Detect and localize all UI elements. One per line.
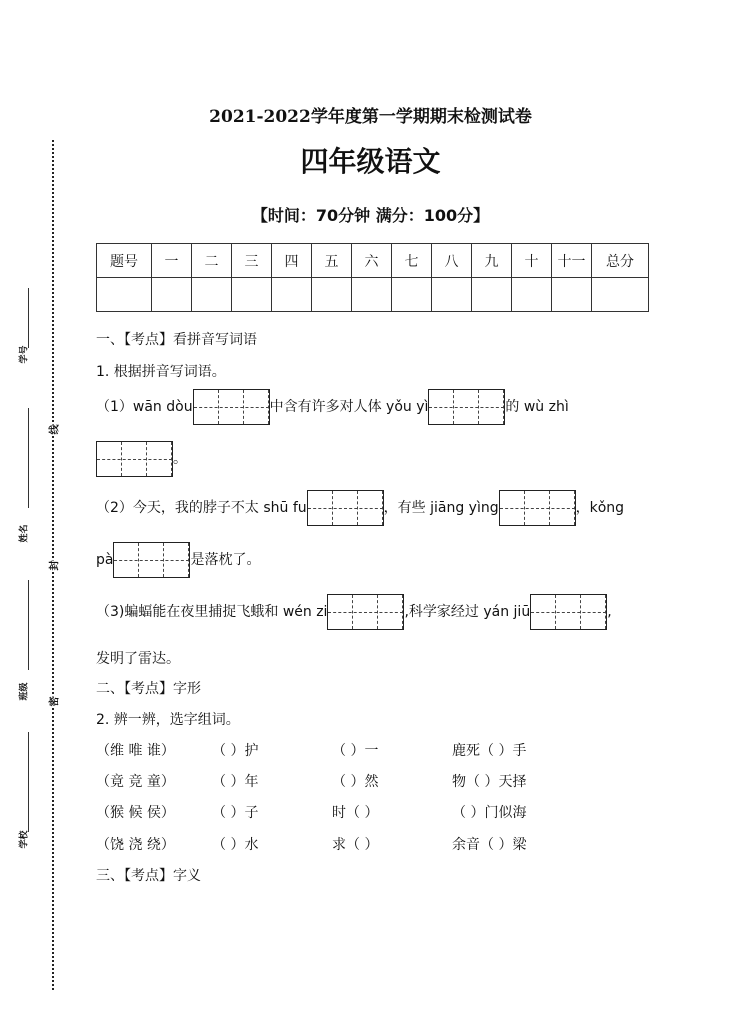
score-cell[interactable] [592,278,649,312]
score-header-cell: 七 [392,244,432,278]
student-id-line [28,288,29,348]
name-label: 姓名 [19,524,30,543]
score-cell[interactable] [352,278,392,312]
q2-text-a: （2）今天，我的脖子不太 shū fu [96,500,307,516]
school-line [28,732,29,832]
fill-blank[interactable]: （ ）年 [212,774,259,790]
binding-mark-seal: 封 [46,561,61,571]
word-choice-row [96,802,526,822]
score-cell[interactable] [432,278,472,312]
score-header-cell: 九 [472,244,512,278]
q2-line [96,490,624,526]
tianzige-grid[interactable] [307,490,384,526]
tianzige-grid[interactable] [499,490,576,526]
binding-mark-secret: 密 [46,697,61,707]
q3-text-c: , [607,604,612,620]
q1-line-2 [96,441,187,477]
q2-text-c: ，kǒng [575,500,625,516]
tianzige-grid[interactable] [327,594,404,630]
score-cell[interactable] [312,278,352,312]
q2-line-2 [96,542,260,578]
tianzige-grid[interactable] [193,389,270,425]
score-header-cell: 三 [232,244,272,278]
score-header-cell: 题号 [97,244,152,278]
section3-heading: 三、【考点】字义 [96,868,201,884]
exam-meta: 【时间：70分钟 满分：100分】 [251,206,490,225]
char-options: （猴 候 侯） [96,805,175,821]
fill-blank[interactable]: 求（ ） [332,837,379,853]
char-options: （维 唯 谁） [96,743,175,759]
word-choice-row [96,740,526,760]
score-cell[interactable] [192,278,232,312]
score-header-cell: 八 [432,244,472,278]
char-options: （饶 浇 绕） [96,837,175,853]
fill-blank[interactable]: 物（ ）天择 [452,774,527,790]
score-cell[interactable] [472,278,512,312]
fill-blank[interactable]: 鹿死（ ）手 [452,743,527,759]
fill-blank[interactable]: （ ）门似海 [452,805,527,821]
tianzige-grid[interactable] [96,441,173,477]
score-cell[interactable] [392,278,432,312]
class-line [28,580,29,670]
fill-blank[interactable]: （ ）然 [332,774,379,790]
score-header-cell: 十 [512,244,552,278]
score-table-header-row [97,244,649,278]
score-header-cell: 二 [192,244,232,278]
score-cell[interactable] [552,278,592,312]
name-line [28,408,29,508]
score-header-cell: 四 [272,244,312,278]
section1-heading: 一、【考点】看拼音写词语 [96,332,257,348]
score-cell[interactable] [97,278,152,312]
q1-line [96,389,569,425]
q2-text-b: ，有些 jiāng yìng [383,500,499,516]
score-header-cell: 六 [352,244,392,278]
tianzige-grid[interactable] [113,542,190,578]
q3-text-b: ,科学家经过 yán jiū [404,604,531,620]
fill-blank[interactable]: 余音（ ）梁 [452,837,527,853]
char-options: （竟 竞 童） [96,774,175,790]
section2-heading: 二、【考点】字形 [96,681,201,697]
score-header-cell: 总分 [592,244,649,278]
score-table [96,243,649,312]
subject-title: 四年级语文 [300,145,441,178]
fill-blank[interactable]: （ ）护 [212,743,259,759]
q3-text-d: 发明了雷达。 [96,651,180,667]
fill-blank[interactable]: 时（ ） [332,805,379,821]
binding-mark-line: 线 [46,425,61,435]
fill-blank[interactable]: （ ）水 [212,837,259,853]
score-header-cell: 十一 [552,244,592,278]
school-label: 学校 [19,830,30,849]
q1-text-b: 中含有许多对人体 yǒu yì [269,399,429,415]
fill-blank[interactable]: （ ）一 [332,743,379,759]
q3-line [96,594,612,630]
q1-end: 。 [173,451,187,467]
word-choice-row [96,834,526,854]
question2-title: 2. 辨一辨，选字组词。 [96,712,240,728]
class-label: 班级 [19,682,30,701]
score-header-cell: 五 [312,244,352,278]
q2-text-e: 是落枕了。 [190,552,261,568]
score-cell[interactable] [232,278,272,312]
score-cell[interactable] [512,278,552,312]
q2-text-d: pà [96,552,114,568]
word-choice-row [96,771,526,791]
tianzige-grid[interactable] [428,389,505,425]
q1-text-c: 的 wù zhì [505,399,569,415]
score-header-cell: 一 [152,244,192,278]
student-id-label: 学号 [19,345,30,364]
score-cell[interactable] [152,278,192,312]
fill-blank[interactable]: （ ）子 [212,805,259,821]
question1-title: 1. 根据拼音写词语。 [96,364,226,380]
score-cell[interactable] [272,278,312,312]
q3-text-a: （3)蝙蝠能在夜里捕捉飞蛾和 wén zi [96,604,328,620]
tianzige-grid[interactable] [530,594,607,630]
score-table-blank-row [97,278,649,312]
q1-text-a: （1）wān dòu [96,399,193,415]
exam-title: 2021-2022学年度第一学期期末检测试卷 [209,107,532,127]
